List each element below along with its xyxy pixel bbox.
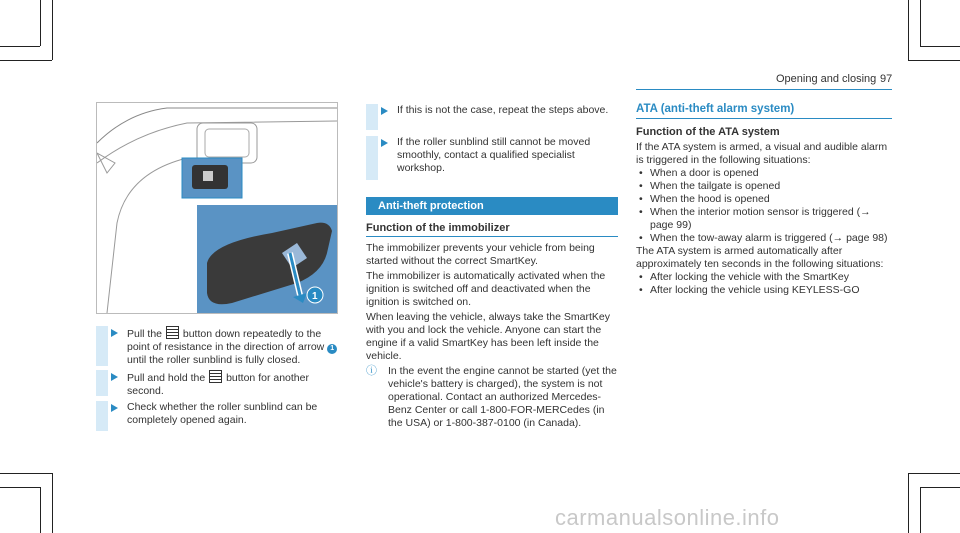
crop-mark bbox=[0, 46, 40, 47]
step-contact-workshop bbox=[366, 136, 618, 180]
sunblind-button-icon bbox=[209, 370, 222, 383]
crop-mark bbox=[52, 0, 53, 60]
crop-mark bbox=[908, 60, 960, 61]
header-rule bbox=[636, 89, 892, 90]
list-item: • When the tow-away alarm is triggered (→ page 98) bbox=[636, 232, 892, 245]
ata-heading: Function of the ATA system bbox=[636, 126, 780, 138]
crop-mark bbox=[40, 0, 41, 46]
ata-body bbox=[636, 126, 892, 297]
step-repeat bbox=[366, 104, 618, 130]
crop-mark bbox=[920, 487, 960, 488]
heading-rule bbox=[366, 236, 618, 237]
immobilizer-section bbox=[366, 222, 618, 235]
ata-title: ATA (anti-theft alarm system) bbox=[636, 103, 795, 115]
step-text: If this is not the case, repeat the steps above. bbox=[397, 104, 609, 116]
crop-mark bbox=[920, 0, 921, 46]
step-bar bbox=[96, 370, 108, 396]
crop-mark bbox=[908, 473, 909, 533]
paragraph: When leaving the vehicle, always take the SmartKey with you and lock the vehicle. Anyone can start the engine if a valid SmartKey has been left inside the vehicle. bbox=[366, 311, 610, 362]
immobilizer-heading: Function of the immobilizer bbox=[366, 222, 510, 234]
section-title: Opening and closing bbox=[776, 73, 877, 85]
sunblind-button-icon bbox=[166, 326, 179, 339]
info-icon: ⓘ bbox=[366, 365, 377, 377]
list-item: • When the tailgate is opened bbox=[636, 180, 892, 193]
paragraph: The immobilizer prevents your vehicle from being started without the correct SmartKey. bbox=[366, 242, 595, 267]
step-text: Pull and hold the bbox=[127, 372, 206, 384]
step-text: until the roller sunblind is fully closed. bbox=[127, 354, 301, 366]
step-text: button down repeatedly to the point of resistance in the direction of arrow bbox=[127, 328, 325, 353]
page-number: 97 bbox=[880, 73, 893, 85]
step-text: button for another second. bbox=[127, 372, 309, 397]
section-banner-anti-theft bbox=[366, 197, 618, 215]
step-bar bbox=[366, 136, 378, 180]
step-arrow-icon bbox=[381, 107, 388, 115]
step-arrow-icon bbox=[111, 404, 118, 412]
paragraph: If the ATA system is armed, a visual and audible alarm is triggered in the following situations: bbox=[636, 141, 888, 166]
step-pull-button bbox=[96, 326, 346, 366]
list-item: • When a door is opened bbox=[636, 167, 892, 180]
ata-section bbox=[636, 103, 892, 116]
crop-mark bbox=[920, 46, 960, 47]
step-text: Check whether the roller sunblind can be completely opened again. bbox=[127, 401, 318, 426]
crop-mark bbox=[908, 0, 909, 60]
step-pull-hold bbox=[96, 370, 346, 396]
crop-mark bbox=[0, 487, 40, 488]
list-item: • When the hood is opened bbox=[636, 193, 892, 206]
immobilizer-body bbox=[366, 242, 618, 430]
list-item: • After locking the vehicle using KEYLESS-GO bbox=[636, 284, 892, 297]
crop-mark bbox=[0, 473, 52, 474]
step-text: Pull the bbox=[127, 328, 163, 340]
sunblind-illustration bbox=[96, 102, 338, 314]
list-item: • After locking the vehicle with the SmartKey bbox=[636, 271, 892, 284]
list-item: • When the interior motion sensor is triggered (→ page 99) bbox=[636, 206, 892, 232]
crop-mark bbox=[908, 473, 960, 474]
step-text: If the roller sunblind still cannot be moved smoothly, contact a qualified specialist workshop. bbox=[397, 136, 591, 174]
paragraph: The ATA system is armed automatically after approximately ten seconds in the following situations: bbox=[636, 245, 884, 270]
overhead-console-drawing bbox=[97, 103, 337, 313]
paragraph: The immobilizer is automatically activated when the ignition is switched off and deactivated when the ignition is switched on. bbox=[366, 270, 606, 308]
step-arrow-icon bbox=[111, 373, 118, 381]
crop-mark bbox=[52, 473, 53, 533]
section-banner-label: Anti-theft protection bbox=[378, 200, 484, 212]
running-header bbox=[776, 73, 893, 85]
step-bar bbox=[96, 326, 108, 366]
callout-1: 1 bbox=[312, 291, 318, 302]
watermark: carmanualsonline.info bbox=[555, 505, 780, 530]
step-bar bbox=[366, 104, 378, 130]
callout-1-icon: 1 bbox=[327, 344, 337, 354]
step-bar bbox=[96, 401, 108, 431]
step-check-sunblind bbox=[96, 401, 346, 431]
step-arrow-icon bbox=[381, 139, 388, 147]
ata-trigger-list bbox=[636, 167, 892, 245]
crop-mark bbox=[40, 487, 41, 533]
step-arrow-icon bbox=[111, 329, 118, 337]
crop-mark bbox=[0, 60, 52, 61]
crop-mark bbox=[920, 487, 921, 533]
ata-title-rule bbox=[636, 118, 892, 119]
ata-armed-list bbox=[636, 271, 892, 297]
note-text: In the event the engine cannot be started (yet the vehicle's battery is charged), the system is not operational. Contact an authorized Mercedes-Benz Center or call 1-800-FOR-MERCedes (in the USA) or 1-800-387-0100 (in Canada). bbox=[388, 365, 617, 429]
info-note bbox=[366, 365, 618, 430]
